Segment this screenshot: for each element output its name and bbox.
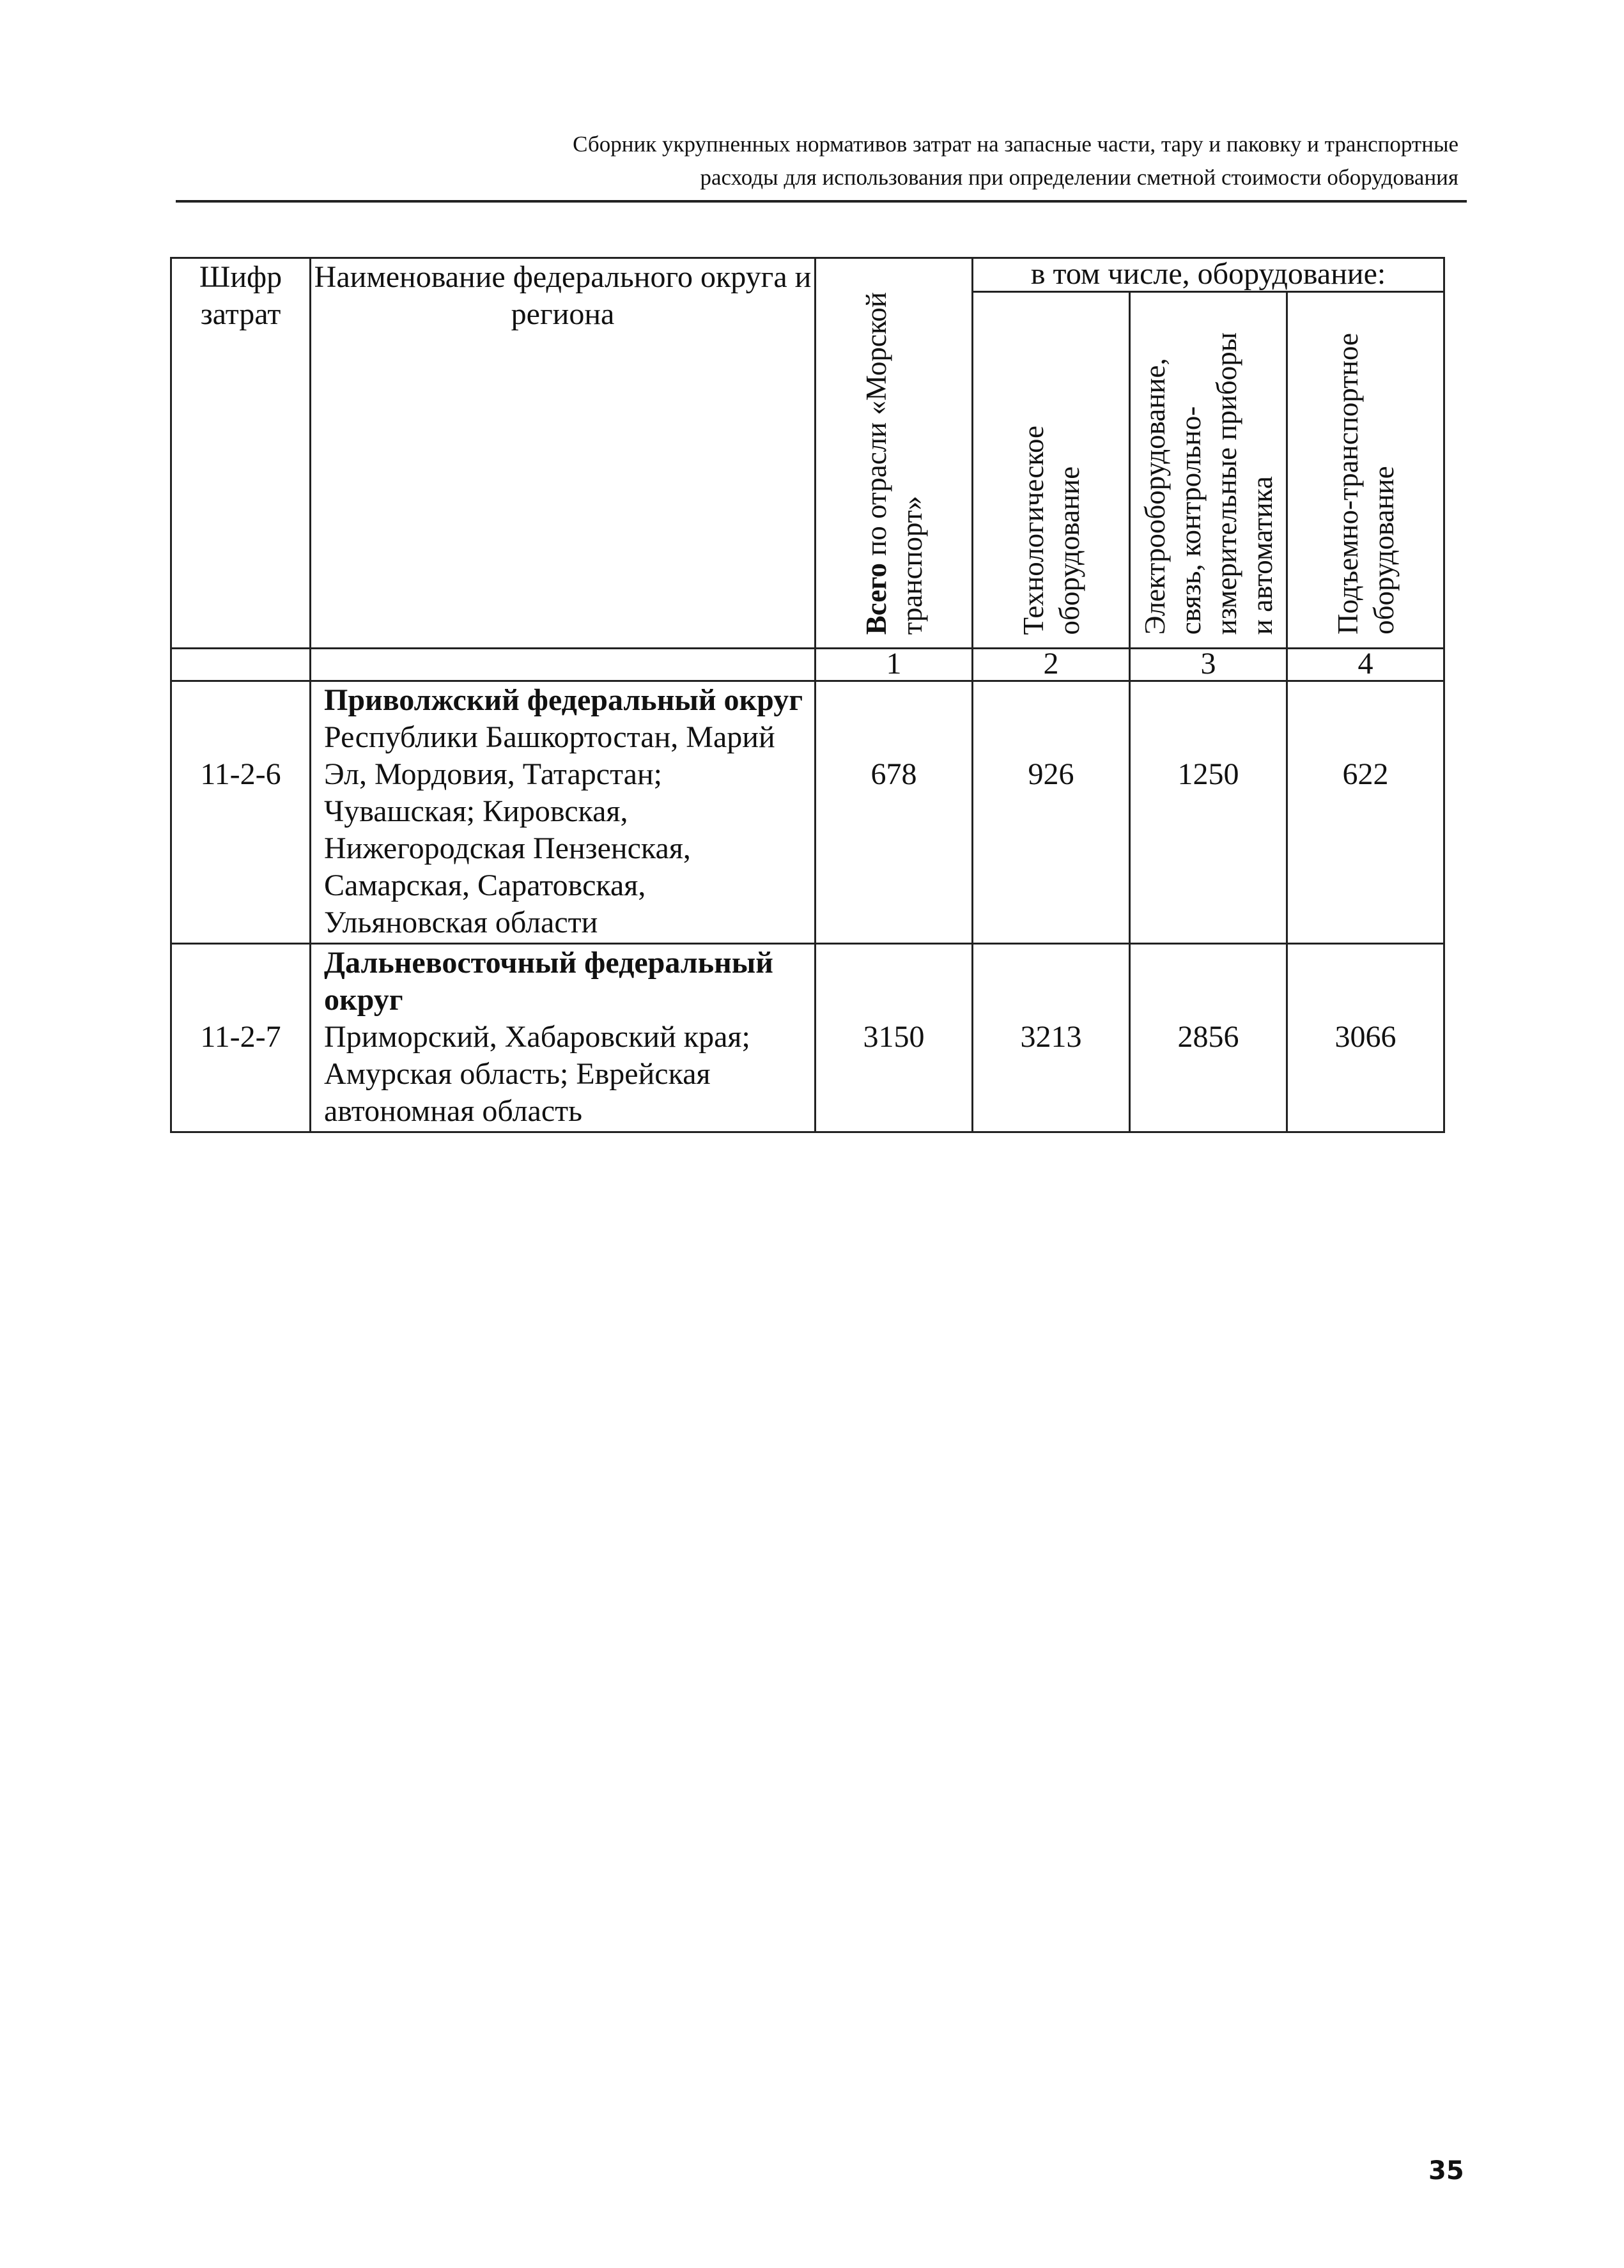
column-number: 2 <box>973 649 1130 681</box>
region-list: Приморский, Хабаровский края; Амурская область; Еврейская автономная область <box>324 1020 750 1128</box>
row-code: 11-2-6 <box>171 681 311 944</box>
row-name <box>311 944 816 1132</box>
running-header-line-1: Сборник укрупненных нормативов затрат на запасные части, тару и паковку и транспортные <box>573 132 1458 157</box>
value-total: 3150 <box>816 944 973 1132</box>
header-lifting-equipment: Подъемно-транспортное оборудование <box>1287 292 1444 649</box>
value-electrical: 2856 <box>1130 944 1287 1132</box>
header-name: Наименование федерального округа и региона <box>311 258 816 649</box>
column-number: 4 <box>1287 649 1444 681</box>
column-number-row <box>171 649 1444 681</box>
value-total: 678 <box>816 681 973 944</box>
district-name: Дальневосточный федеральный округ <box>324 946 773 1017</box>
table-row <box>171 681 1444 944</box>
row-code: 11-2-7 <box>171 944 311 1132</box>
header-tech-equipment: Технологическое оборудование <box>973 292 1130 649</box>
value-electrical: 1250 <box>1130 681 1287 944</box>
value-lifting: 3066 <box>1287 944 1444 1132</box>
region-list: Республики Башкортостан, Марий Эл, Мордовия, Татарстан; Чувашская; Кировская, Нижегородская Пензенская, Самарская, Саратовская, Ульяновская области <box>324 720 775 939</box>
header-total-line-1: Всего по отрасли «Морской <box>860 291 892 635</box>
table-header-row-1 <box>171 258 1444 292</box>
column-number-empty <box>311 649 816 681</box>
row-name <box>311 681 816 944</box>
header-total-line-2: транспорт» <box>895 495 928 635</box>
value-tech: 3213 <box>973 944 1130 1132</box>
header-total <box>816 258 973 649</box>
header-electrical-equipment: Электрооборудование, связь, контрольно- измерительные приборы и автоматика <box>1130 292 1287 649</box>
value-tech: 926 <box>973 681 1130 944</box>
column-number-empty <box>171 649 311 681</box>
header-code: Шифр затрат <box>171 258 311 649</box>
page-number: 35 <box>1428 2156 1464 2186</box>
header-group: в том числе, оборудование: <box>973 258 1444 292</box>
cost-norms-table <box>170 257 1445 1133</box>
column-number: 3 <box>1130 649 1287 681</box>
running-header <box>192 128 1458 194</box>
table-row <box>171 944 1444 1132</box>
running-header-line-2: расходы для использования при определении сметной стоимости оборудования <box>700 165 1458 190</box>
value-lifting: 622 <box>1287 681 1444 944</box>
district-name: Приволжский федеральный округ <box>324 683 803 717</box>
header-divider <box>176 200 1467 203</box>
column-number: 1 <box>816 649 973 681</box>
